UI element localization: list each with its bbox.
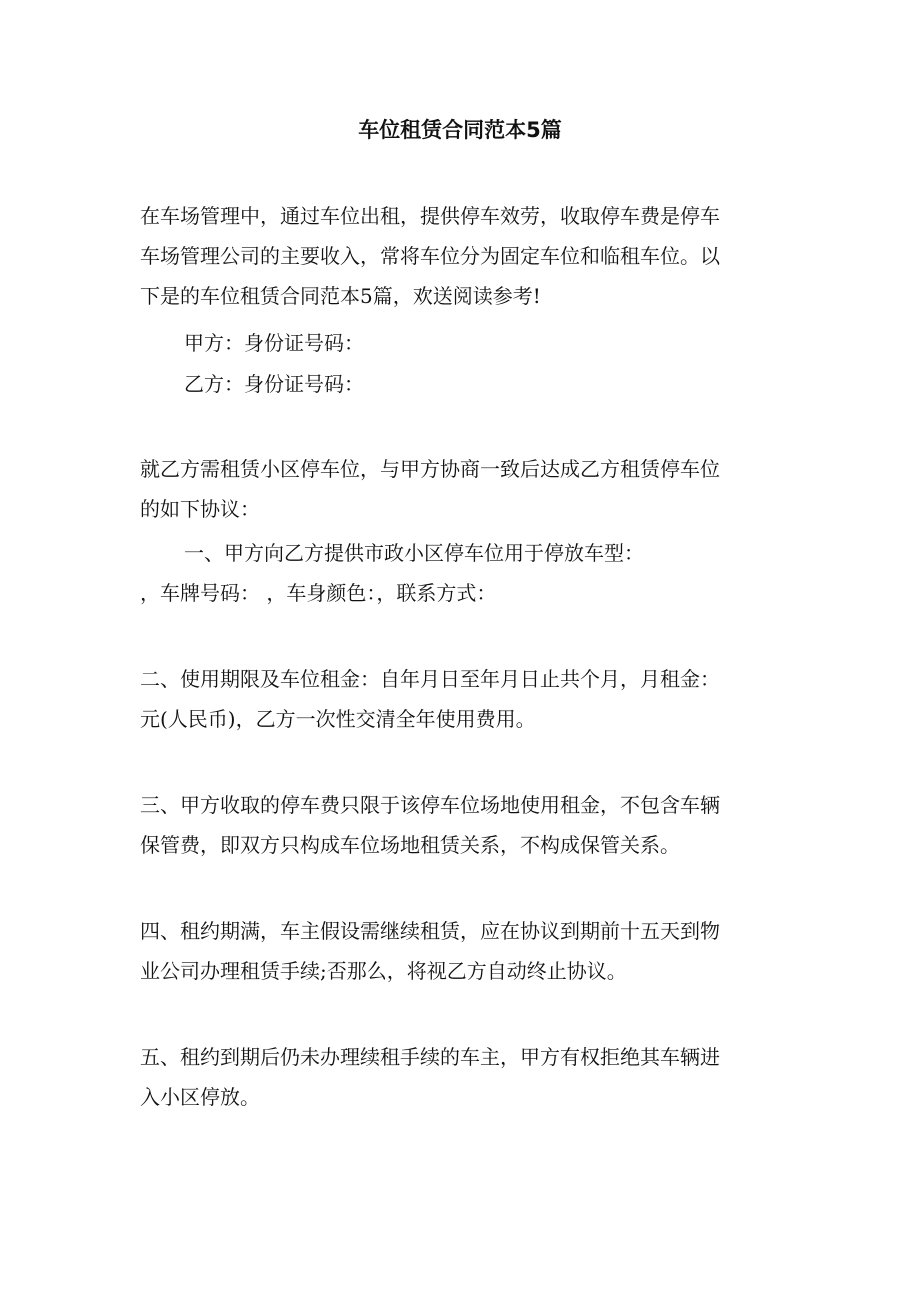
clause-4-paragraph: [140, 911, 780, 991]
agreement-intro-line-2: 的如下协议：: [140, 497, 260, 521]
party-b-line: [140, 364, 780, 404]
intro-line-2: 车场管理公司的主要收入，常将车位分为固定车位和临租车位。以: [140, 244, 720, 268]
agreement-intro-paragraph: [140, 449, 780, 529]
clause-2-line-1: 二、使用期限及车位租金：自年月日至年月日止共个月，月租金：: [140, 667, 720, 691]
clause-3-line-1: 三、甲方收取的停车费只限于该停车位场地使用租金，不包含车辆: [140, 793, 720, 817]
party-b-text: 乙方：身份证号码：: [184, 372, 364, 396]
clause-3-paragraph: [140, 785, 780, 865]
clause-5-paragraph: [140, 1037, 780, 1117]
clause-5-line-2: 入小区停放。: [140, 1085, 260, 1109]
intro-paragraph: [140, 196, 780, 316]
clause-2-line-2: 元(人民币)，乙方一次性交清全年使用费用。: [140, 707, 536, 731]
clause-2-paragraph: [140, 659, 780, 739]
agreement-intro-line-1: 就乙方需租赁小区停车位，与甲方协商一致后达成乙方租赁停车位: [140, 457, 720, 481]
party-a-line: [140, 323, 780, 363]
clause-4-line-2: 业公司办理租赁手续;否那么，将视乙方自动终止协议。: [140, 959, 627, 983]
document-title: 车位租赁合同范本5篇: [358, 118, 562, 142]
clause-1-paragraph: [140, 533, 780, 613]
party-a-text: 甲方：身份证号码：: [184, 331, 364, 355]
intro-line-1: 在车场管理中，通过车位出租，提供停车效劳，收取停车费是停车: [140, 204, 720, 228]
intro-line-3: 下是的车位租赁合同范本5篇，欢送阅读参考!: [140, 284, 541, 308]
clause-3-line-2: 保管费，即双方只构成车位场地租赁关系，不构成保管关系。: [140, 833, 680, 857]
clause-4-line-1: 四、租约期满，车主假设需继续租赁，应在协议到期前十五天到物: [140, 919, 720, 943]
clause-5-line-1: 五、租约到期后仍未办理续租手续的车主，甲方有权拒绝其车辆进: [140, 1045, 720, 1069]
clause-1-line-2: ，车牌号码： ，车身颜色：，联系方式：: [140, 581, 497, 605]
clause-1-line-1: 一、甲方向乙方提供市政小区停车位用于停放车型：: [184, 541, 644, 565]
